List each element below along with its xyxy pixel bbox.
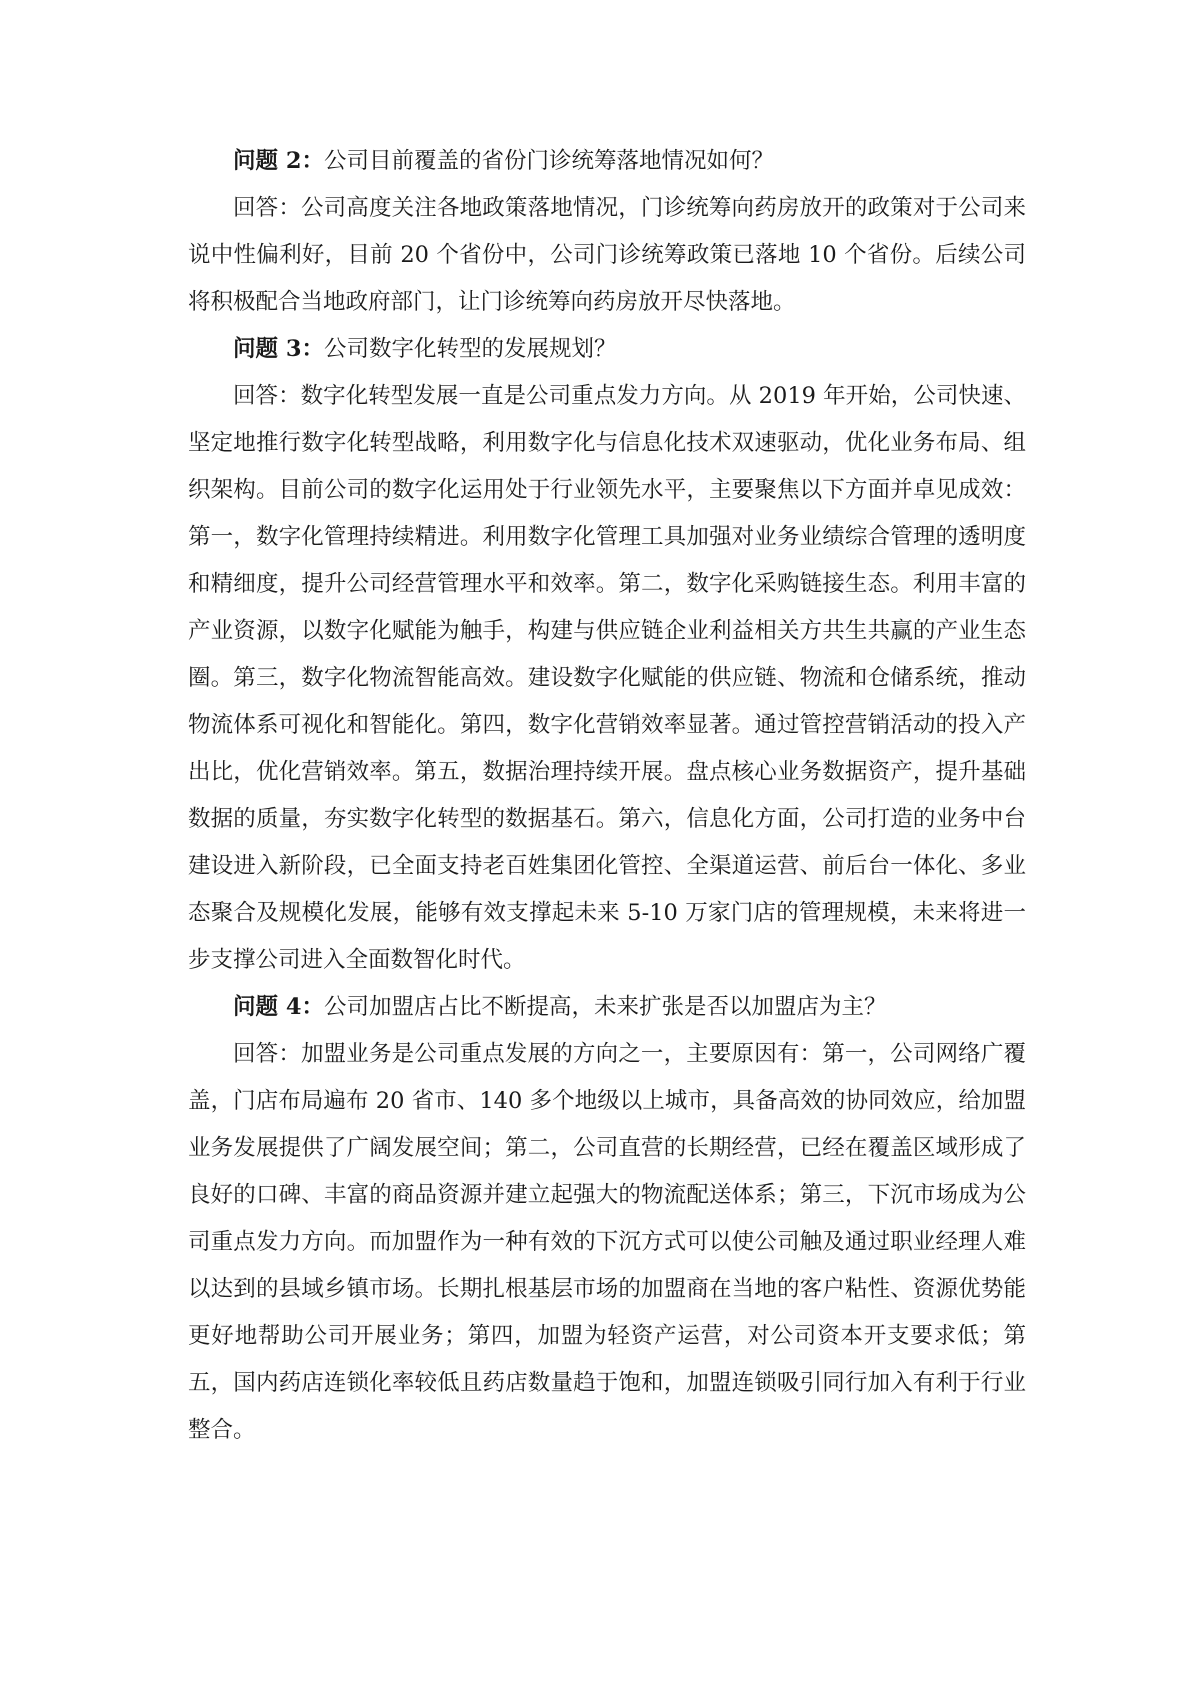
question-4 [188, 984, 1026, 1031]
question-2-label: 问题 2： [233, 148, 324, 174]
answer-4: 回答：加盟业务是公司重点发展的方向之一，主要原因有：第一，公司网络广覆盖，门店布局遍布 20 省市、140 多个地级以上城市，具备高效的协同效应，给加盟业务发展提供了广阔发展空间；第二，公司直营的长期经营，已经在覆盖区域形成了良好的口碑、丰富的商品资源并建立起强大的物流配送体系；第三，下沉市场成为公司重点发力方向。而加盟作为一种有效的下沉方式可以使公司触及通过职业经理人难以达到的县域乡镇市场。长期扎根基层市场的加盟商在当地的客户粘性、资源优势能更好地帮助公司开展业务；第四，加盟为轻资产运营，对公司资本开支要求低；第五，国内药店连锁化率较低且药店数量趋于饱和，加盟连锁吸引同行加入有利于行业整合。 [188, 1041, 1026, 1443]
question-3-text: 公司数字化转型的发展规划？ [324, 336, 617, 362]
question-3-label: 问题 3： [233, 336, 324, 362]
question-3 [188, 326, 1026, 373]
answer-3: 回答：数字化转型发展一直是公司重点发力方向。从 2019 年开始，公司快速、坚定地推行数字化转型战略，利用数字化与信息化技术双速驱动，优化业务布局、组织架构。目前公司的数字化运用处于行业领先水平，主要聚焦以下方面并卓见成效：第一，数字化管理持续精进。利用数字化管理工具加强对业务业绩综合管理的透明度和精细度，提升公司经营管理水平和效率。第二，数字化采购链接生态。利用丰富的产业资源，以数字化赋能为触手，构建与供应链企业利益相关方共生共赢的产业生态圈。第三，数字化物流智能高效。建设数字化赋能的供应链、物流和仓储系统，推动物流体系可视化和智能化。第四，数字化营销效率显著。通过管控营销活动的投入产出比，优化营销效率。第五，数据治理持续开展。盘点核心业务数据资产，提升基础数据的质量，夯实数字化转型的数据基石。第六，信息化方面，公司打造的业务中台建设进入新阶段，已全面支持老百姓集团化管控、全渠道运营、前后台一体化、多业态聚合及规模化发展，能够有效支撑起未来 5-10 万家门店的管理规模，未来将进一步支撑公司进入全面数智化时代。 [188, 383, 1026, 973]
answer-2: 回答：公司高度关注各地政策落地情况，门诊统筹向药房放开的政策对于公司来说中性偏利好，目前 20 个省份中，公司门诊统筹政策已落地 10 个省份。后续公司将积极配合当地政府部门，让门诊统筹向药房放开尽快落地。 [188, 195, 1026, 315]
question-2 [188, 138, 1026, 185]
document-page [188, 138, 1026, 1454]
question-2-text: 公司目前覆盖的省份门诊统筹落地情况如何？ [324, 148, 775, 174]
question-4-label: 问题 4： [233, 994, 324, 1020]
question-4-text: 公司加盟店占比不断提高，未来扩张是否以加盟店为主？ [324, 994, 887, 1020]
